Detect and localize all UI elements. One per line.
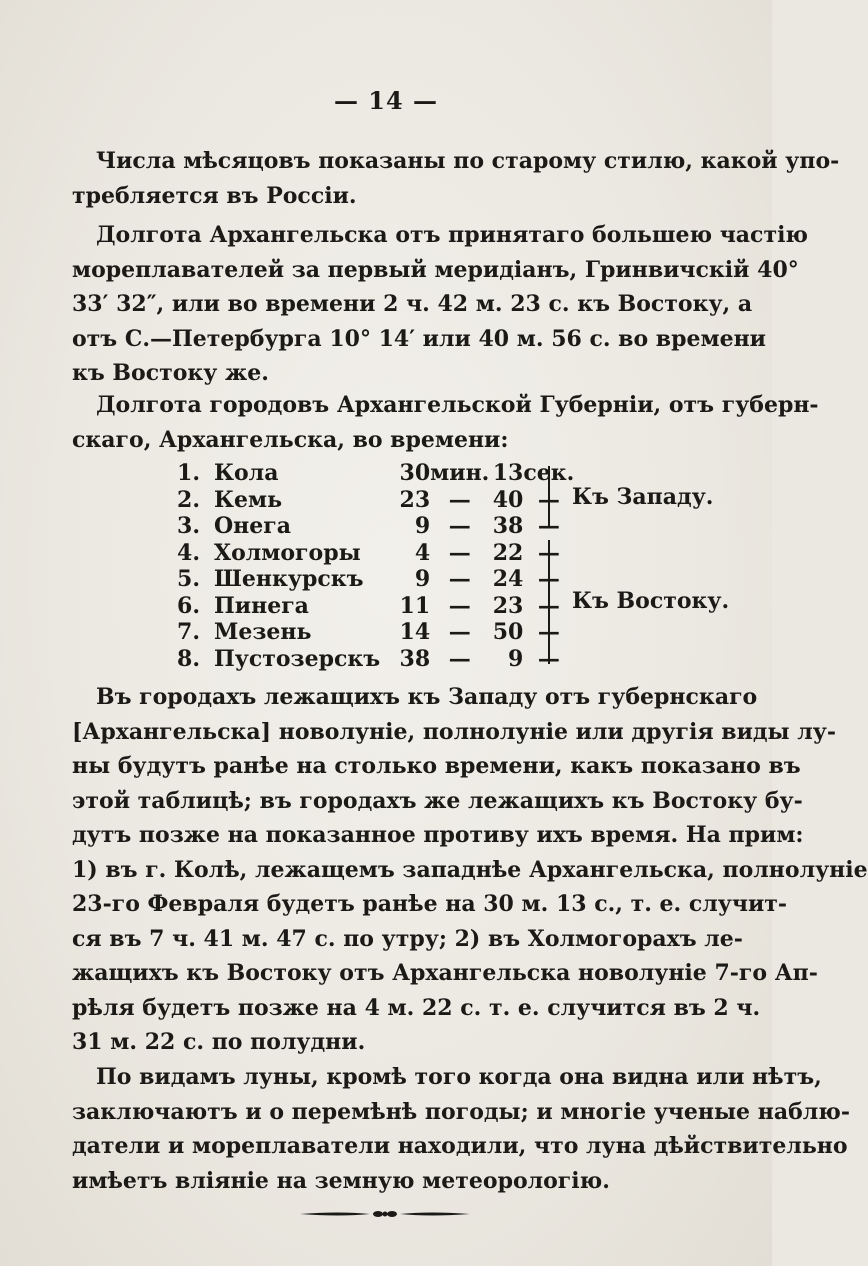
text-line: 33′ 32″, или во времени 2 ч. 42 м. 23 с. къ Востоку, а xyxy=(72,291,753,317)
minutes-unit: — xyxy=(448,566,471,592)
text-line: имѣетъ вліяніе на земную метеорологію. xyxy=(72,1167,610,1194)
minutes-unit: — xyxy=(448,539,471,566)
text-line: требляется въ Россіи. xyxy=(72,182,357,209)
seconds-value: 9 xyxy=(508,645,524,672)
city-name: Онега xyxy=(214,513,291,539)
city-number: 3. xyxy=(177,513,200,539)
minutes-unit: — xyxy=(448,619,471,645)
minutes-unit: — xyxy=(448,513,471,539)
seconds-value: 40 xyxy=(492,486,524,513)
paragraph-weather xyxy=(72,1060,850,1198)
seconds-unit: — xyxy=(537,513,560,539)
seconds-unit: сек. xyxy=(523,460,575,486)
city-row xyxy=(150,619,574,646)
seconds-value: 23 xyxy=(492,592,524,619)
city-row xyxy=(150,513,574,540)
direction-west-label: Къ Западу. xyxy=(572,484,714,510)
text-line: ны будутъ ранѣе на столько времени, какъ показано въ xyxy=(72,753,801,779)
minutes-unit: мин. xyxy=(430,460,490,486)
city-name: Шенкурскъ xyxy=(214,566,364,592)
seconds-unit: — xyxy=(537,566,560,592)
minutes-value: 14 xyxy=(399,619,431,645)
seconds-value: 38 xyxy=(492,513,524,539)
city-number: 7. xyxy=(177,619,200,645)
paragraph-longitude-cities xyxy=(72,388,819,457)
city-number: 5. xyxy=(177,566,200,592)
city-number: 8. xyxy=(177,645,200,672)
minutes-value: 38 xyxy=(399,645,431,672)
seconds-unit: — xyxy=(537,486,560,513)
direction-east-label: Къ Востоку. xyxy=(572,588,730,614)
city-name: Кемь xyxy=(214,486,283,513)
seconds-value: 13 xyxy=(492,460,524,486)
paragraph-calendar-style xyxy=(72,144,840,213)
seconds-unit: — xyxy=(537,539,560,566)
end-ornament xyxy=(300,1204,470,1224)
text-line: отъ С.—Петербурга 10° 14′ или 40 м. 56 с. во времени xyxy=(72,325,766,352)
city-name: Кола xyxy=(214,460,279,486)
brace-east xyxy=(548,540,562,664)
text-line: Числа мѣсяцовъ показаны по старому стилю, какой упо- xyxy=(96,148,840,174)
text-line: мореплавателей за первый меридіанъ, Гринвичскій 40° xyxy=(72,256,799,283)
minutes-value: 4 xyxy=(414,539,431,566)
city-number: 1. xyxy=(177,460,200,486)
city-row xyxy=(150,566,574,593)
seconds-value: 22 xyxy=(492,539,524,566)
text-line: [Архангельска] новолуніе, полнолуніе или другія виды лу- xyxy=(72,718,836,745)
city-row xyxy=(150,646,574,673)
minutes-unit: — xyxy=(448,592,471,619)
text-line: рѣля будетъ позже на 4 м. 22 с. т. е. случится въ 2 ч. xyxy=(72,994,761,1021)
text-line: Долгота Архангельска отъ принятаго большею частію xyxy=(96,222,808,248)
city-time-table xyxy=(150,460,574,672)
seconds-value: 50 xyxy=(492,619,524,645)
text-line: датели и мореплаватели находили, что луна дѣйствительно xyxy=(72,1133,848,1159)
minutes-value: 23 xyxy=(399,486,431,513)
seconds-unit: — xyxy=(537,592,560,619)
brace-west xyxy=(548,466,562,526)
minutes-value: 11 xyxy=(399,592,431,619)
text-line: 1) въ г. Колѣ, лежащемъ западнѣе Архангельска, полнолуніе xyxy=(72,856,868,883)
minutes-value: 9 xyxy=(414,513,431,539)
text-line: жащихъ къ Востоку отъ Архангельска новолуніе 7-го Ап- xyxy=(72,960,818,986)
minutes-value: 9 xyxy=(414,566,431,592)
text-line: этой таблицѣ; въ городахъ же лежащихъ къ Востоку бу- xyxy=(72,787,803,814)
text-line: 31 м. 22 с. по полудни. xyxy=(72,1029,366,1055)
city-number: 2. xyxy=(177,486,200,513)
text-line: ся въ 7 ч. 41 м. 47 с. по утру; 2) въ Холмогорахъ ле- xyxy=(72,925,743,952)
seconds-value: 24 xyxy=(492,566,524,592)
paragraph-explanation xyxy=(72,680,868,1060)
seconds-unit: — xyxy=(537,645,560,672)
text-line: къ Востоку же. xyxy=(72,360,269,386)
text-line: 23-го Февраля будетъ ранѣе на 30 м. 13 с., т. е. случит- xyxy=(72,891,788,917)
minutes-value: 30 xyxy=(399,460,431,486)
city-row xyxy=(150,593,574,620)
city-number: 6. xyxy=(177,592,200,619)
minutes-unit: — xyxy=(448,645,471,672)
city-row xyxy=(150,460,574,487)
paragraph-longitude-arkhangelsk xyxy=(72,218,808,391)
city-number: 4. xyxy=(177,539,200,566)
city-name: Пустозерскъ xyxy=(214,645,381,672)
text-line: заключаютъ и о перемѣнѣ погоды; и многіе ученые наблю- xyxy=(72,1098,850,1125)
text-line: По видамъ луны, кромѣ того когда она видна или нѣтъ, xyxy=(96,1064,822,1090)
city-name: Пинега xyxy=(214,592,309,619)
text-line: Долгота городовъ Архангельской Губерніи, отъ губерн- xyxy=(96,392,819,418)
minutes-unit: — xyxy=(448,486,471,513)
seconds-unit: — xyxy=(537,619,560,645)
city-name: Мезень xyxy=(214,619,312,645)
city-row xyxy=(150,540,574,567)
text-line: Въ городахъ лежащихъ къ Западу отъ губернскаго xyxy=(96,684,758,710)
text-line: дутъ позже на показанное противу ихъ время. На прим: xyxy=(72,822,804,848)
city-name: Холмогоры xyxy=(214,539,361,566)
text-line: скаго, Архангельска, во времени: xyxy=(72,426,509,453)
city-row xyxy=(150,487,574,514)
page-number: — 14 — xyxy=(333,86,439,115)
